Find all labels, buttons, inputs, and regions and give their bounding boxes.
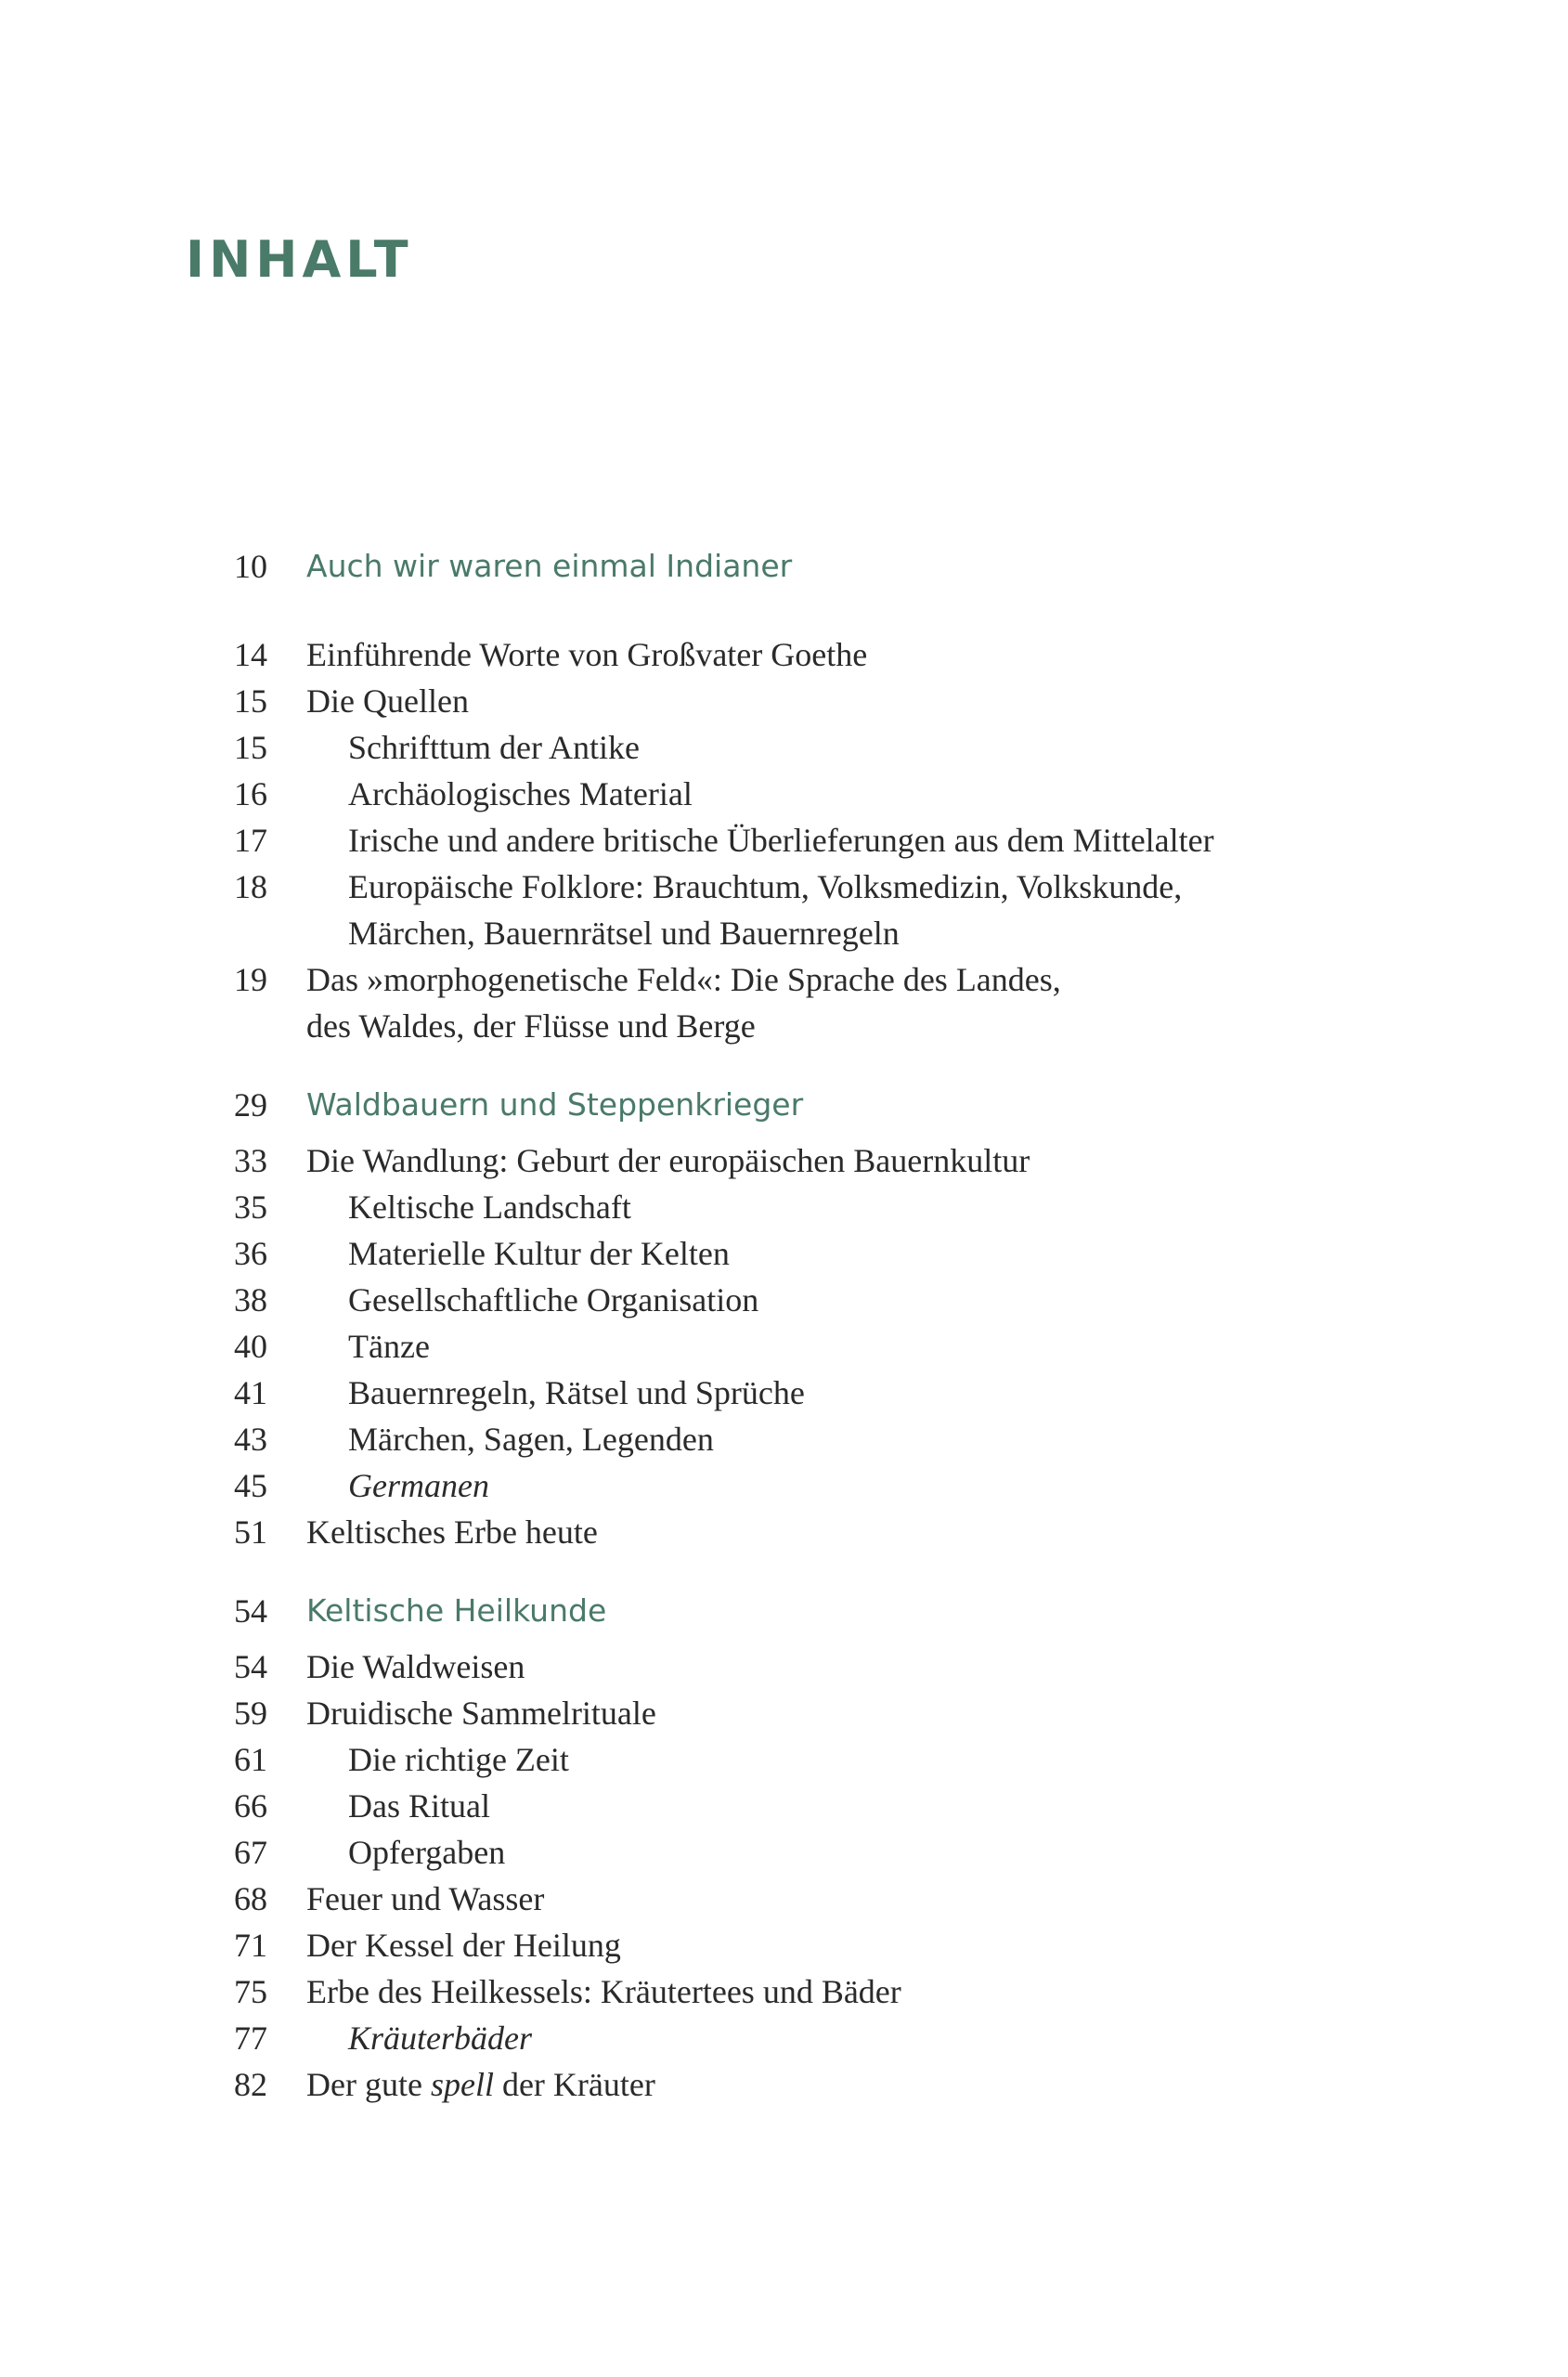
entry-title: Tänze bbox=[348, 1328, 430, 1365]
page-number: 10 bbox=[234, 548, 267, 585]
page-number: 15 bbox=[234, 729, 267, 766]
entry-title: Die Quellen bbox=[306, 682, 469, 720]
entry-title: Feuer und Wasser bbox=[306, 1880, 545, 1917]
toc-entry bbox=[0, 1003, 1568, 1049]
page-number: 17 bbox=[234, 822, 267, 859]
entry-title: Das Ritual bbox=[348, 1787, 490, 1825]
toc-entry bbox=[0, 1137, 1568, 1184]
entry-title: Materielle Kultur der Kelten bbox=[348, 1235, 730, 1272]
entry-title: Erbe des Heilkessels: Kräutertees und Bäder bbox=[306, 1973, 901, 2010]
entry-title: Opfergaben bbox=[348, 1834, 506, 1871]
page-number: 66 bbox=[234, 1787, 267, 1825]
toc-subentry bbox=[0, 1277, 1568, 1323]
toc-entry bbox=[0, 956, 1568, 1003]
entry-title: Gesellschaftliche Organisation bbox=[348, 1281, 759, 1318]
entry-title: Europäische Folklore: Brauchtum, Volksmedizin, Volkskunde, bbox=[348, 868, 1183, 905]
entry-title: Märchen, Sagen, Legenden bbox=[348, 1421, 714, 1458]
page-number: 68 bbox=[234, 1880, 267, 1917]
toc-section bbox=[0, 543, 1568, 590]
page-number: 14 bbox=[234, 636, 267, 673]
toc-entry bbox=[0, 2061, 1568, 2108]
entry-title: Der gute spell der Kräuter bbox=[306, 2066, 655, 2103]
page-number: 71 bbox=[234, 1927, 267, 1964]
page-number: 54 bbox=[234, 1592, 267, 1630]
page-number: 16 bbox=[234, 775, 267, 812]
entry-title: Keltische Landschaft bbox=[348, 1188, 631, 1226]
page-number: 51 bbox=[234, 1513, 267, 1551]
entry-title: Die Wandlung: Geburt der europäischen Bauernkultur bbox=[306, 1142, 1030, 1179]
page-number: 45 bbox=[234, 1467, 267, 1504]
page-number: 18 bbox=[234, 868, 267, 905]
toc-entry bbox=[0, 1643, 1568, 1690]
entry-title: Bauernregeln, Rätsel und Sprüche bbox=[348, 1374, 805, 1411]
entry-title: Märchen, Bauernrätsel und Bauernregeln bbox=[348, 915, 900, 952]
page-number: 33 bbox=[234, 1142, 267, 1179]
entry-title: Das »morphogenetische Feld«: Die Sprache des Landes, bbox=[306, 961, 1061, 998]
entry-title: des Waldes, der Flüsse und Berge bbox=[306, 1007, 756, 1045]
toc-entry bbox=[0, 1509, 1568, 1555]
toc-entry bbox=[0, 1876, 1568, 1922]
entry-title: Die Waldweisen bbox=[306, 1648, 525, 1685]
entry-title: Keltisches Erbe heute bbox=[306, 1513, 598, 1551]
toc-subentry bbox=[0, 1370, 1568, 1416]
toc-subentry bbox=[0, 771, 1568, 817]
page-number: 82 bbox=[234, 2066, 267, 2103]
toc-subentry bbox=[0, 724, 1568, 771]
page-number: 61 bbox=[234, 1741, 267, 1778]
entry-title: Kräuterbäder bbox=[348, 2020, 532, 2057]
toc-entry bbox=[0, 678, 1568, 724]
toc-subentry bbox=[0, 1323, 1568, 1370]
toc-entry bbox=[0, 1968, 1568, 2015]
page-number: 19 bbox=[234, 961, 267, 998]
entry-title: Druidische Sammelrituale bbox=[306, 1695, 656, 1732]
page-number: 77 bbox=[234, 2020, 267, 2057]
toc-subentry bbox=[0, 1829, 1568, 1876]
entry-title: Archäologisches Material bbox=[348, 775, 693, 812]
toc-subentry bbox=[0, 1783, 1568, 1829]
entry-title: Schrifttum der Antike bbox=[348, 729, 640, 766]
page-title: INHALT bbox=[186, 230, 413, 289]
page-number: 29 bbox=[234, 1086, 267, 1124]
toc-subentry bbox=[0, 817, 1568, 864]
toc-subentry bbox=[0, 864, 1568, 910]
toc-subentry bbox=[0, 1736, 1568, 1783]
entry-title: Der Kessel der Heilung bbox=[306, 1927, 621, 1964]
page-number: 54 bbox=[234, 1648, 267, 1685]
toc-entry bbox=[0, 1690, 1568, 1736]
toc-subentry bbox=[0, 1462, 1568, 1509]
toc-section bbox=[0, 1082, 1568, 1128]
entry-title: Germanen bbox=[348, 1467, 489, 1504]
toc-entry bbox=[0, 1922, 1568, 1968]
toc-section bbox=[0, 1588, 1568, 1634]
page-number: 59 bbox=[234, 1695, 267, 1732]
entry-title: Einführende Worte von Großvater Goethe bbox=[306, 636, 868, 673]
toc-subentry bbox=[0, 1230, 1568, 1277]
entry-title: Keltische Heilkunde bbox=[306, 1592, 607, 1629]
page-number: 41 bbox=[234, 1374, 267, 1411]
page-number: 15 bbox=[234, 682, 267, 720]
page-number: 35 bbox=[234, 1188, 267, 1226]
entry-title: Die richtige Zeit bbox=[348, 1741, 569, 1778]
entry-title: Waldbauern und Steppenkrieger bbox=[306, 1086, 804, 1123]
toc-subentry bbox=[0, 2015, 1568, 2061]
toc-subentry bbox=[0, 910, 1568, 956]
page-number: 40 bbox=[234, 1328, 267, 1365]
page-number: 43 bbox=[234, 1421, 267, 1458]
toc-subentry bbox=[0, 1416, 1568, 1462]
page-number: 75 bbox=[234, 1973, 267, 2010]
entry-title: Auch wir waren einmal Indianer bbox=[306, 548, 793, 584]
entry-title: Irische und andere britische Überlieferungen aus dem Mittelalter bbox=[348, 822, 1214, 859]
page-number: 36 bbox=[234, 1235, 267, 1272]
page-number: 67 bbox=[234, 1834, 267, 1871]
page-number: 38 bbox=[234, 1281, 267, 1318]
toc-entry bbox=[0, 631, 1568, 678]
toc-subentry bbox=[0, 1184, 1568, 1230]
